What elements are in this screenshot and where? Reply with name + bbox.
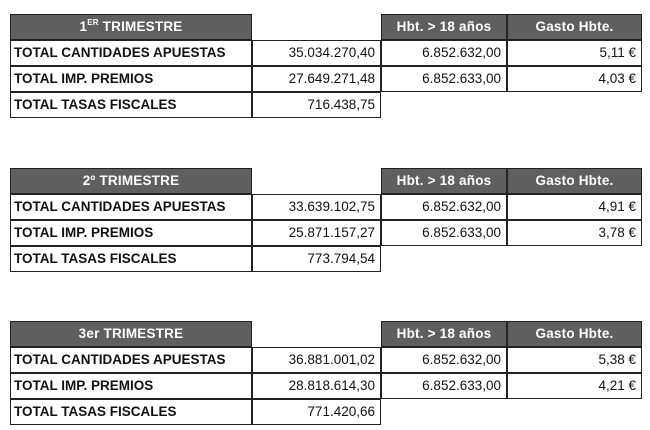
quarter-table-2 bbox=[10, 168, 642, 272]
prizes-inhabitants: 6.852.633,00 bbox=[381, 373, 507, 399]
row-label-prizes: TOTAL IMP. PREMIOS bbox=[10, 373, 252, 399]
taxes-total: 716.438,75 bbox=[252, 92, 381, 118]
row-label-prizes: TOTAL IMP. PREMIOS bbox=[10, 220, 252, 246]
prizes-total: 27.649.271,48 bbox=[252, 66, 381, 92]
taxes-total: 773.794,54 bbox=[252, 246, 381, 272]
quarter-title: 1ER TRIMESTRE bbox=[10, 14, 252, 40]
header-inhabitants: Hbt. > 18 años bbox=[381, 321, 507, 347]
header-spend: Gasto Hbte. bbox=[507, 14, 642, 40]
stakes-inhabitants: 6.852.632,00 bbox=[381, 40, 507, 66]
stakes-total: 36.881.001,02 bbox=[252, 347, 381, 373]
quarter-title: 3er TRIMESTRE bbox=[10, 321, 252, 347]
taxes-total: 771.420,66 bbox=[252, 399, 381, 425]
header-spend: Gasto Hbte. bbox=[507, 168, 642, 194]
stakes-inhabitants: 6.852.632,00 bbox=[381, 347, 507, 373]
quarter-title: 2º TRIMESTRE bbox=[10, 168, 252, 194]
stakes-spend: 5,11 € bbox=[507, 40, 642, 66]
stakes-inhabitants: 6.852.632,00 bbox=[381, 194, 507, 220]
prizes-total: 25.871.157,27 bbox=[252, 220, 381, 246]
header-inhabitants: Hbt. > 18 años bbox=[381, 168, 507, 194]
prizes-spend: 4,03 € bbox=[507, 66, 642, 92]
row-label-stakes: TOTAL CANTIDADES APUESTAS bbox=[10, 194, 252, 220]
prizes-spend: 3,78 € bbox=[507, 220, 642, 246]
row-label-stakes: TOTAL CANTIDADES APUESTAS bbox=[10, 40, 252, 66]
quarter-table-3 bbox=[10, 321, 642, 425]
stakes-total: 35.034.270,40 bbox=[252, 40, 381, 66]
row-label-prizes: TOTAL IMP. PREMIOS bbox=[10, 66, 252, 92]
row-label-stakes: TOTAL CANTIDADES APUESTAS bbox=[10, 347, 252, 373]
header-inhabitants: Hbt. > 18 años bbox=[381, 14, 507, 40]
stakes-total: 33.639.102,75 bbox=[252, 194, 381, 220]
prizes-inhabitants: 6.852.633,00 bbox=[381, 220, 507, 246]
prizes-total: 28.818.614,30 bbox=[252, 373, 381, 399]
prizes-inhabitants: 6.852.633,00 bbox=[381, 66, 507, 92]
stakes-spend: 4,91 € bbox=[507, 194, 642, 220]
row-label-taxes: TOTAL TASAS FISCALES bbox=[10, 92, 252, 118]
stakes-spend: 5,38 € bbox=[507, 347, 642, 373]
row-label-taxes: TOTAL TASAS FISCALES bbox=[10, 399, 252, 425]
header-spend: Gasto Hbte. bbox=[507, 321, 642, 347]
prizes-spend: 4,21 € bbox=[507, 373, 642, 399]
row-label-taxes: TOTAL TASAS FISCALES bbox=[10, 246, 252, 272]
quarter-table-1 bbox=[10, 14, 642, 118]
